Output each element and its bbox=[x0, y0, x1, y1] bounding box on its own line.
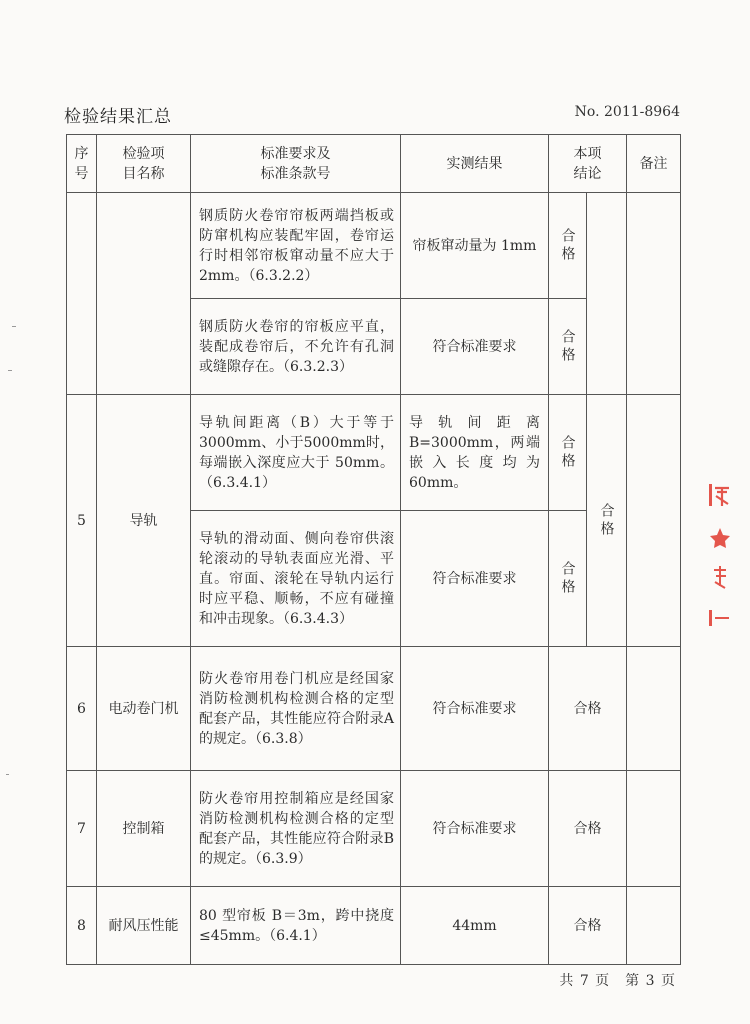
sub-result-cell: 合格 bbox=[549, 299, 587, 395]
results-table bbox=[66, 134, 681, 965]
sub-result-cell: 合格 bbox=[549, 193, 587, 299]
table-row bbox=[67, 887, 681, 965]
item-name-cell: 耐风压性能 bbox=[97, 887, 191, 965]
table-row bbox=[67, 771, 681, 887]
measured-cell: 符合标准要求 bbox=[401, 647, 549, 771]
conclusion-cell bbox=[587, 193, 627, 395]
seq-cell: 7 bbox=[67, 771, 97, 887]
requirement-cell: 80 型帘板 B＝3m，跨中挠度≤45mm。（6.4.1） bbox=[191, 887, 401, 965]
header-row bbox=[67, 135, 681, 193]
measured-cell: 导轨间距离 B=3000mm，两端嵌入长度均为 60mm。 bbox=[401, 395, 549, 511]
requirement-cell: 防火卷帘用控制箱应是经国家消防检测机构检测合格的定型配套产品，其性能应符合附录B的规定。（6.3.9） bbox=[191, 771, 401, 887]
conclusion-cell: 合格 bbox=[549, 771, 627, 887]
remark-cell bbox=[627, 887, 681, 965]
seq-cell: 8 bbox=[67, 887, 97, 965]
remark-cell bbox=[627, 647, 681, 771]
conclusion-cell: 合格 bbox=[587, 395, 627, 647]
remark-cell bbox=[627, 395, 681, 647]
seal-stamp-icon bbox=[707, 482, 733, 628]
item-name-cell bbox=[97, 193, 191, 395]
col-remark: 备注 bbox=[627, 135, 681, 193]
remark-cell bbox=[627, 771, 681, 887]
item-name-cell: 电动卷门机 bbox=[97, 647, 191, 771]
col-measured: 实测结果 bbox=[401, 135, 549, 193]
requirement-cell: 导轨间距离（B）大于等于3000mm、小于5000mm时，每端嵌入深度应大于 50mm。（6.3.4.1） bbox=[191, 395, 401, 511]
requirement-cell: 防火卷帘用卷门机应是经国家消防检测机构检测合格的定型配套产品，其性能应符合附录A的规定。（6.3.8） bbox=[191, 647, 401, 771]
requirement-cell: 钢质防火卷帘帘板两端挡板或防窜机构应装配牢固，卷帘运行时相邻帘板窜动量不应大于2mm。（6.3.2.2） bbox=[191, 193, 401, 299]
measured-cell: 符合标准要求 bbox=[401, 511, 549, 647]
remark-cell bbox=[627, 193, 681, 395]
measured-cell: 符合标准要求 bbox=[401, 299, 549, 395]
report-number: No. 2011-8964 bbox=[574, 104, 680, 120]
requirement-cell: 导轨的滑动面、侧向卷帘供滚轮滚动的导轨表面应光滑、平直。帘面、滚轮在导轨内运行时应平稳、顺畅，不应有碰撞和冲击现象。（6.3.4.3） bbox=[191, 511, 401, 647]
table-row bbox=[67, 193, 681, 299]
col-conclusion: 本项 结论 bbox=[549, 135, 627, 193]
item-name-cell: 导轨 bbox=[97, 395, 191, 647]
scan-speck bbox=[6, 774, 9, 775]
table-row bbox=[67, 395, 681, 511]
measured-cell: 帘板窜动量为 1mm bbox=[401, 193, 549, 299]
conclusion-cell: 合格 bbox=[549, 647, 627, 771]
scan-speck bbox=[12, 326, 16, 327]
seq-cell: 5 bbox=[67, 395, 97, 647]
measured-cell: 44mm bbox=[401, 887, 549, 965]
col-seq: 序号 bbox=[67, 135, 97, 193]
sub-result-cell: 合格 bbox=[549, 395, 587, 511]
col-item: 检验项 目名称 bbox=[97, 135, 191, 193]
sub-result-cell: 合格 bbox=[549, 511, 587, 647]
requirement-cell: 钢质防火卷帘的帘板应平直，装配成卷帘后，不允许有孔洞或缝隙存在。（6.3.2.3） bbox=[191, 299, 401, 395]
seq-cell: 6 bbox=[67, 647, 97, 771]
col-requirement: 标准要求及 标准条款号 bbox=[191, 135, 401, 193]
page-title: 检验结果汇总 bbox=[64, 107, 172, 127]
table-row bbox=[67, 647, 681, 771]
scan-speck bbox=[8, 370, 12, 371]
page-count: 共 7 页 第 3 页 bbox=[559, 973, 676, 989]
conclusion-cell: 合格 bbox=[549, 887, 627, 965]
measured-cell: 符合标准要求 bbox=[401, 771, 549, 887]
item-name-cell: 控制箱 bbox=[97, 771, 191, 887]
seq-cell bbox=[67, 193, 97, 395]
